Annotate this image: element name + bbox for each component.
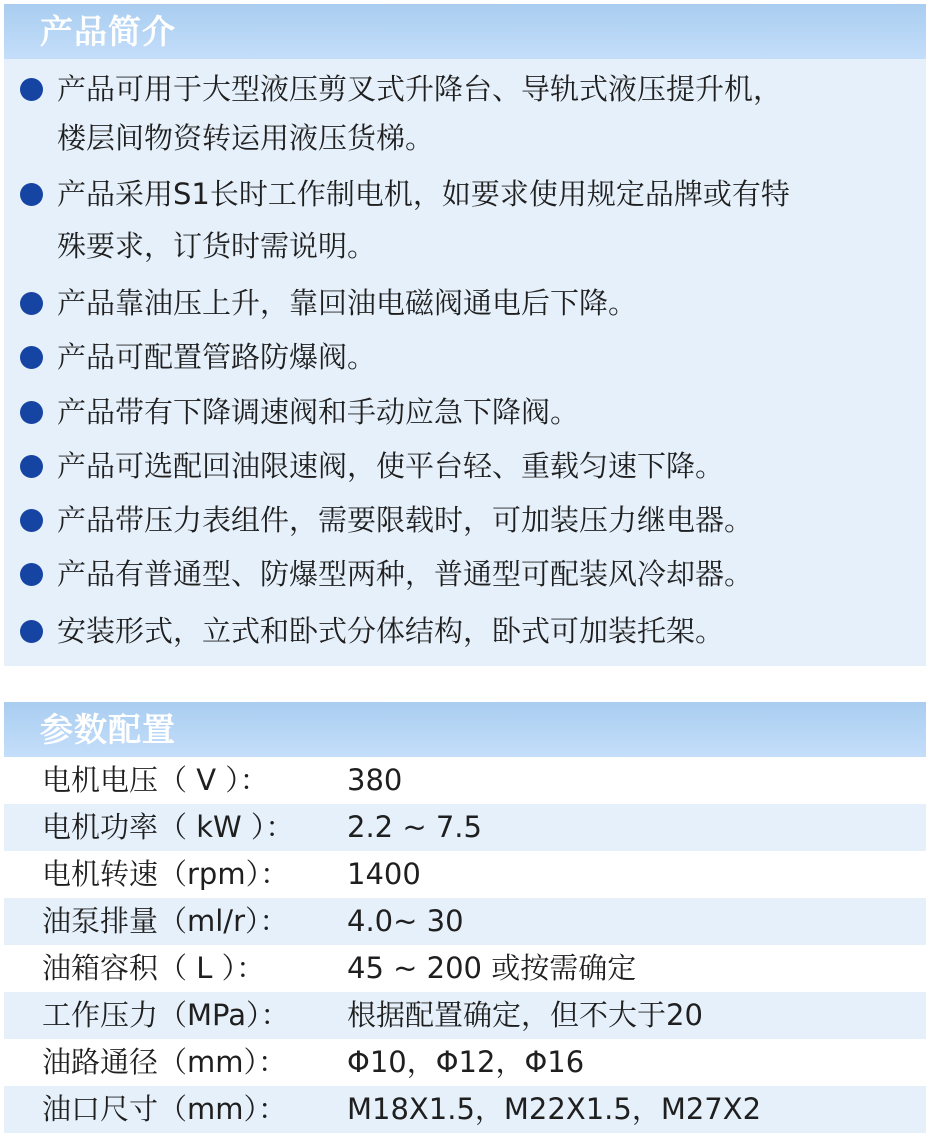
bullet-icon	[20, 78, 43, 101]
table-row	[4, 1086, 926, 1133]
params-section-title: 参数配置	[40, 710, 176, 749]
param-label: 油口尺寸（mm）：	[42, 1092, 287, 1126]
intro-list: 产品可用于大型液压剪叉式升降台、导轨式液压提升机， 楼层间物资转运用液压货梯。 产品采用S1长时工作制电机，如要求使用规定品牌或有特 殊要求，订货时需说明。 产品靠油压上升，靠回油电磁阀通电后下降。 产品可配置管路防爆阀。 产品带有下降调速阀和手动应急下降阀。 产品可选配回油限速阀，使平台轻、重载匀速下降。 产品带压力表组件，需要限载时，可加装压力继电器。 产品有普通型、防爆型两种，普通型可配装风冷却器。 安装形式，立式和卧式分体结构，卧式可加装托架。	[4, 59, 926, 666]
param-value: 45 ~ 200 或按需确定	[347, 951, 637, 985]
param-label: 电机电压（ V ）：	[42, 763, 269, 797]
table-row	[4, 898, 926, 945]
table-row	[4, 945, 926, 992]
bullet-icon	[20, 183, 43, 206]
bullet-icon	[20, 346, 43, 369]
params-section-header	[4, 702, 926, 757]
bullet-icon	[20, 563, 43, 586]
param-label: 电机转速（rpm）：	[42, 857, 290, 891]
param-value: 380	[347, 763, 403, 797]
intro-section-title: 产品简介	[40, 12, 176, 51]
param-label: 油箱容积（ L ）：	[42, 951, 266, 985]
table-row	[4, 757, 926, 804]
param-value: 2.2 ~ 7.5	[347, 810, 482, 844]
param-label: 油泵排量（ml/r）：	[42, 904, 289, 938]
param-label: 电机功率（ kW ）：	[42, 810, 295, 844]
bullet-icon	[20, 401, 43, 424]
bullet-icon	[20, 509, 43, 532]
bullet-icon	[20, 292, 43, 315]
bullet-icon	[20, 455, 43, 478]
param-label: 工作压力（MPa）：	[42, 998, 290, 1032]
bullet-icon	[20, 620, 43, 643]
table-row	[4, 804, 926, 851]
param-value: 1400	[347, 857, 421, 891]
param-value: M18X1.5，M22X1.5，M27X2	[347, 1092, 762, 1126]
param-value: Φ10，Φ12，Φ16	[347, 1045, 585, 1079]
intro-section-header	[4, 4, 926, 59]
param-label: 油路通径（mm）：	[42, 1045, 287, 1079]
table-row	[4, 992, 926, 1039]
param-value: 4.0~ 30	[347, 904, 464, 938]
table-row	[4, 1039, 926, 1086]
param-value: 根据配置确定，但不大于20	[347, 998, 703, 1032]
table-row	[4, 851, 926, 898]
